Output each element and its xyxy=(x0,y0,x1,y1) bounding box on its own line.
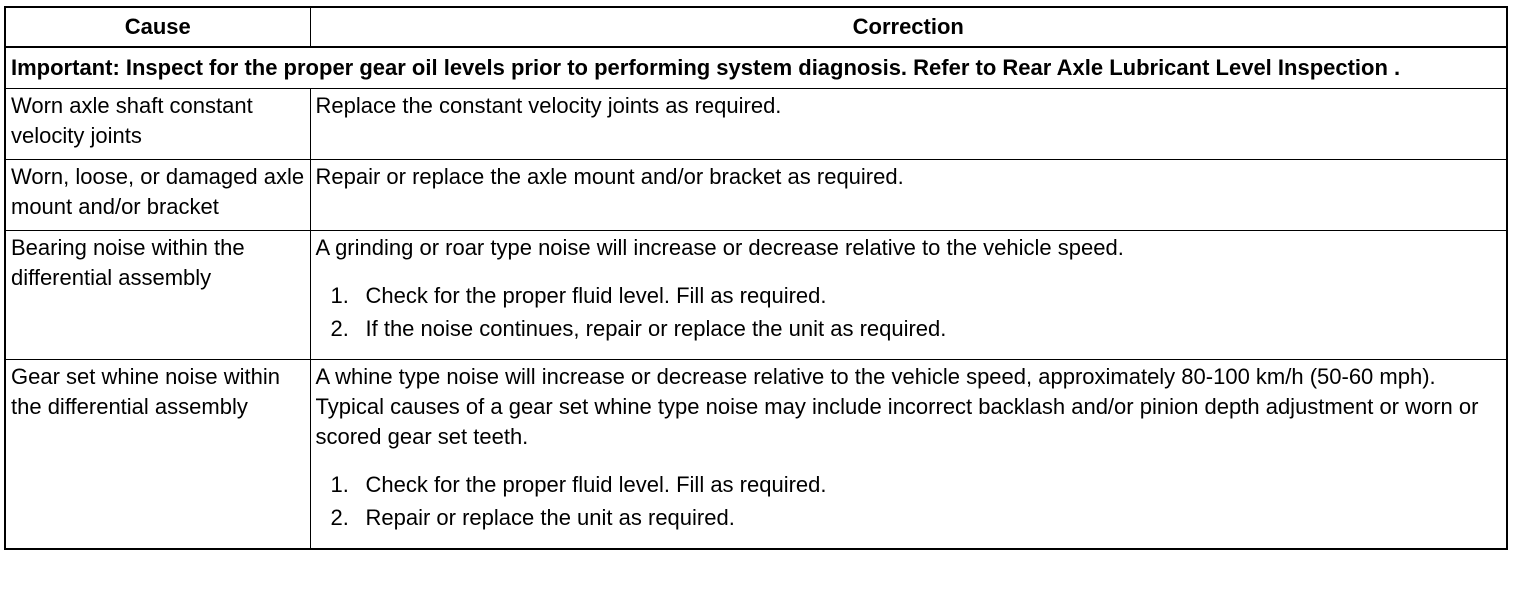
diagnosis-table xyxy=(4,6,1508,550)
correction-header: Correction xyxy=(310,7,1507,47)
step-item xyxy=(330,312,1502,345)
important-note-row xyxy=(5,47,1507,89)
step-text: Repair or replace the unit as required. xyxy=(365,505,735,530)
step-item xyxy=(330,468,1502,501)
table-row xyxy=(5,160,1507,231)
table-row xyxy=(5,231,1507,360)
correction-cell xyxy=(310,160,1507,231)
step-number: 2. xyxy=(330,316,349,341)
step-item xyxy=(330,279,1502,312)
cause-cell: Worn axle shaft constant velocity joints xyxy=(5,89,310,160)
table-row xyxy=(5,89,1507,160)
correction-text: A grinding or roar type noise will increase or decrease relative to the vehicle speed. xyxy=(315,235,1124,260)
step-number: 1. xyxy=(330,472,349,497)
step-list xyxy=(316,468,1502,534)
cause-header: Cause xyxy=(5,7,310,47)
step-text: If the noise continues, repair or replace the unit as required. xyxy=(365,316,947,341)
correction-text: Repair or replace the axle mount and/or bracket as required. xyxy=(315,164,904,189)
header-row xyxy=(5,7,1507,47)
step-number: 1. xyxy=(330,283,349,308)
cause-cell: Bearing noise within the differential assembly xyxy=(5,231,310,360)
cause-cell: Worn, loose, or damaged axle mount and/or bracket xyxy=(5,160,310,231)
cause-cell: Gear set whine noise within the differential assembly xyxy=(5,360,310,550)
step-number: 2. xyxy=(330,505,349,530)
step-text: Check for the proper fluid level. Fill as required. xyxy=(365,472,827,497)
step-list xyxy=(316,279,1502,345)
correction-cell xyxy=(310,360,1507,550)
step-text: Check for the proper fluid level. Fill as required. xyxy=(365,283,827,308)
important-note: Important: Inspect for the proper gear oil levels prior to performing system diagnosis. Refer to Rear Axle Lubricant Level Inspection . xyxy=(5,47,1507,89)
correction-cell xyxy=(310,231,1507,360)
correction-text: A whine type noise will increase or decrease relative to the vehicle speed, approximately 80-100 km/h (50-60 mph). Typical causes of a gear set whine type noise may include incorrect backlash and/or pinion depth adjustment or worn or scored gear set teeth. xyxy=(315,364,1479,449)
correction-text: Replace the constant velocity joints as required. xyxy=(315,93,782,118)
correction-cell xyxy=(310,89,1507,160)
step-item xyxy=(330,501,1502,534)
table-row xyxy=(5,360,1507,550)
